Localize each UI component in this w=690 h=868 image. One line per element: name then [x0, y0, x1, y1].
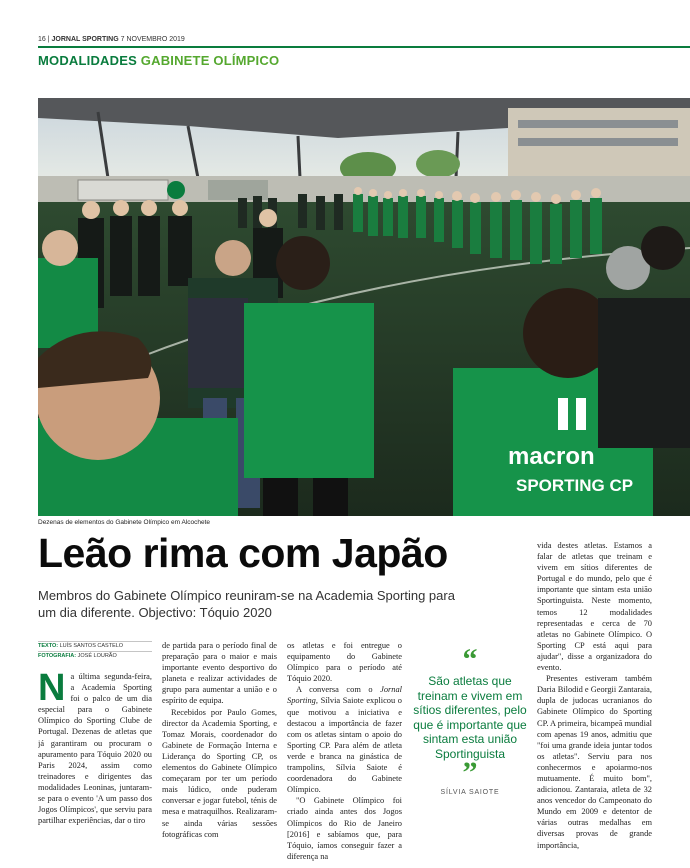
article-standfirst: Membros do Gabinete Olímpico reuniram-se na Academia Sporting para um dia diferente. Objectivo: Tóquio 2020: [38, 588, 455, 620]
shirt-brand-text: macron: [508, 443, 595, 470]
article-paragraph: Recebidos por Paulo Gomes, director da Academia Sporting, e Tomaz Morais, coordenador do Gabinete de Formação Interna e Liderança do Sporting CP, os elementos do Gabinete Olímpico começaram por ter um período mais lúdico, onde puderam conversar e jogar futebol, ténis de mesa e matraquilhos. Realizaram-se ainda várias sessões fotográficas com: [162, 707, 277, 839]
article-paragraph: a última segunda-feira, a Academia Sporting foi o palco de um dia especial para o Gabinete Olímpico do Sporting Clube de Portugal. Dezenas de atletas que já garantiram ou procuram o apuramento para Tóquio 2020 ou Paris 2024, assim como treinadores e dirigentes das modalidades Leoninas, juntaram-se para o evento 'A um passo dos Jogos Olímpicos', que serviu para partilhar experiências, dar o tiro: [38, 672, 152, 826]
credit-photo-name: JOSÉ LOURÃO: [77, 653, 117, 659]
issue-date: 7 NOVEMBRO 2019: [120, 36, 185, 43]
header-divider: [38, 46, 690, 48]
paragraph-lead: A conversa com o: [296, 685, 381, 695]
paragraph-rest: , Sílvia Saiote explicou o que motivou a iniciativa e destacou a importância de fazer com os atletas sintam o apoio do Sporting CP. Para além de atleta verde e branca na ginástica de trampolins, Sílvia Saiote é coordenadora do Gabinete Olímpico.: [287, 696, 402, 795]
open-quote-icon: “: [462, 643, 478, 676]
article-headline: Leão rima com Japão: [38, 530, 448, 576]
pull-quote-author: SÍLVIA SAIOTE: [440, 789, 500, 796]
article-paragraph: Presentes estiveram também Daria Bilodid e Georgii Zantaraia, dupla de judocas ucranianos do Gabinete Olímpico do Sporting CP. A primeira, bicampeã mundial com apenas 19 anos, admitiu que "foi uma grande ideia juntar todos os atletas". Serviu para nos conhecermos e apoiarmo-nos mutuamente. É muito bom", adicionou. Zantaraia, atleta de 32 anos vencedor do Campeonato do Mundo em 2009 e detentor de várias outras medalhas em diversas provas de grande importância,: [537, 674, 652, 850]
page-number: 16: [38, 36, 46, 43]
article-paragraph: "O Gabinete Olímpico foi criado ainda antes dos Jogos Olímpicos do Rio de Janeiro [2016] e sabíamos que, para Tóquio, íamos conseguir fazer a diferença na: [287, 796, 402, 861]
shirt-club-text: SPORTING CP: [516, 476, 634, 495]
article-column-1: [38, 671, 152, 861]
pull-quote-text: São atletas que treinam e vivem em sítios diferentes, pelo que é importante que sintam esta união Sportinguista: [413, 674, 527, 761]
article-column-2: [162, 640, 277, 861]
drop-cap: N: [38, 671, 66, 709]
article-credits: [38, 641, 152, 661]
section-name: MODALIDADES: [38, 53, 137, 68]
article-column-4: [537, 540, 652, 861]
credit-text-label: TEXTO:: [38, 643, 59, 649]
photo-caption: Dezenas de elementos do Gabinete Olímpico em Alcochete: [38, 519, 210, 526]
credit-text-name: LUÍS SANTOS CASTELO: [59, 643, 124, 649]
article-paragraph: os atletas e foi entregue o equipamento do Gabinete Olímpico para o período até Tóquio 2020.: [287, 641, 402, 684]
section-title: [38, 53, 279, 68]
article-column-3: [287, 640, 402, 861]
article-photo: [38, 98, 690, 516]
publication-mention: Jornal Sporting: [287, 685, 402, 706]
subsection-name: GABINETE OLÍMPICO: [140, 53, 280, 68]
credit-photo-label: FOTOGRAFIA:: [38, 653, 77, 659]
publication-name: JORNAL SPORTING: [51, 36, 119, 43]
article-paragraph: [287, 684, 402, 795]
article-paragraph: de partida para o período final de preparação para o maior e mais importante evento desportivo do planeta e realizar actividades de grupo para aumentar a união e o espírito de equipa.: [162, 641, 277, 706]
close-quote-icon: ”: [462, 756, 478, 789]
credit-photo: [38, 651, 152, 661]
pull-quote: [412, 643, 528, 796]
page-header: 16 | JORNAL SPORTING 7 NOVEMBRO 2019: [38, 36, 185, 43]
credit-text: [38, 641, 152, 651]
article-paragraph: vida destes atletas. Estamos a falar de atletas que treinam e vivem em sítios diferentes de Portugal e do mundo, pelo que é importante que sintam esta união Sportinguista. Neste momento, temos 12 modalidades representadas e cerca de 70 atletas no Gabinete Olímpico. O Sporting CP está aqui para ajudar", disse a organizadora do evento.: [537, 541, 652, 673]
